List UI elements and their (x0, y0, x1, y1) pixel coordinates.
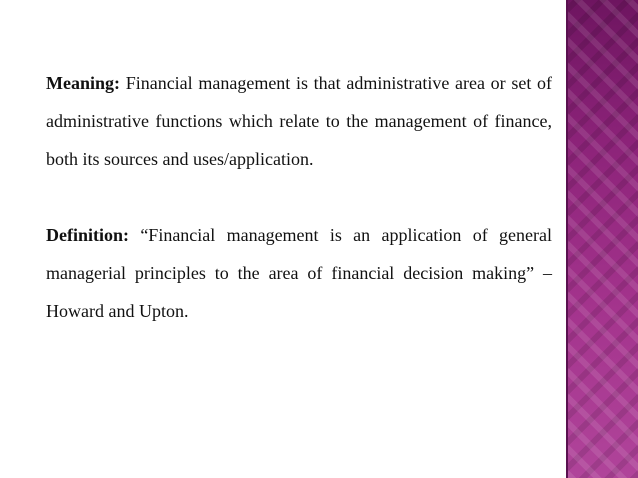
meaning-label: Meaning: (46, 73, 120, 93)
slide-content (46, 64, 552, 330)
decorative-accent-strip (568, 0, 638, 478)
meaning-text: Financial management is that administrative area or set of administrative functions which relate to the management of finance, both its sources and uses/application. (46, 73, 553, 169)
meaning-paragraph (46, 64, 552, 178)
definition-text: “Financial management is an application of general managerial principles to the area of financial decision making” – Howard and Upton. (46, 225, 553, 321)
definition-label: Definition: (46, 225, 129, 245)
definition-paragraph (46, 216, 552, 330)
